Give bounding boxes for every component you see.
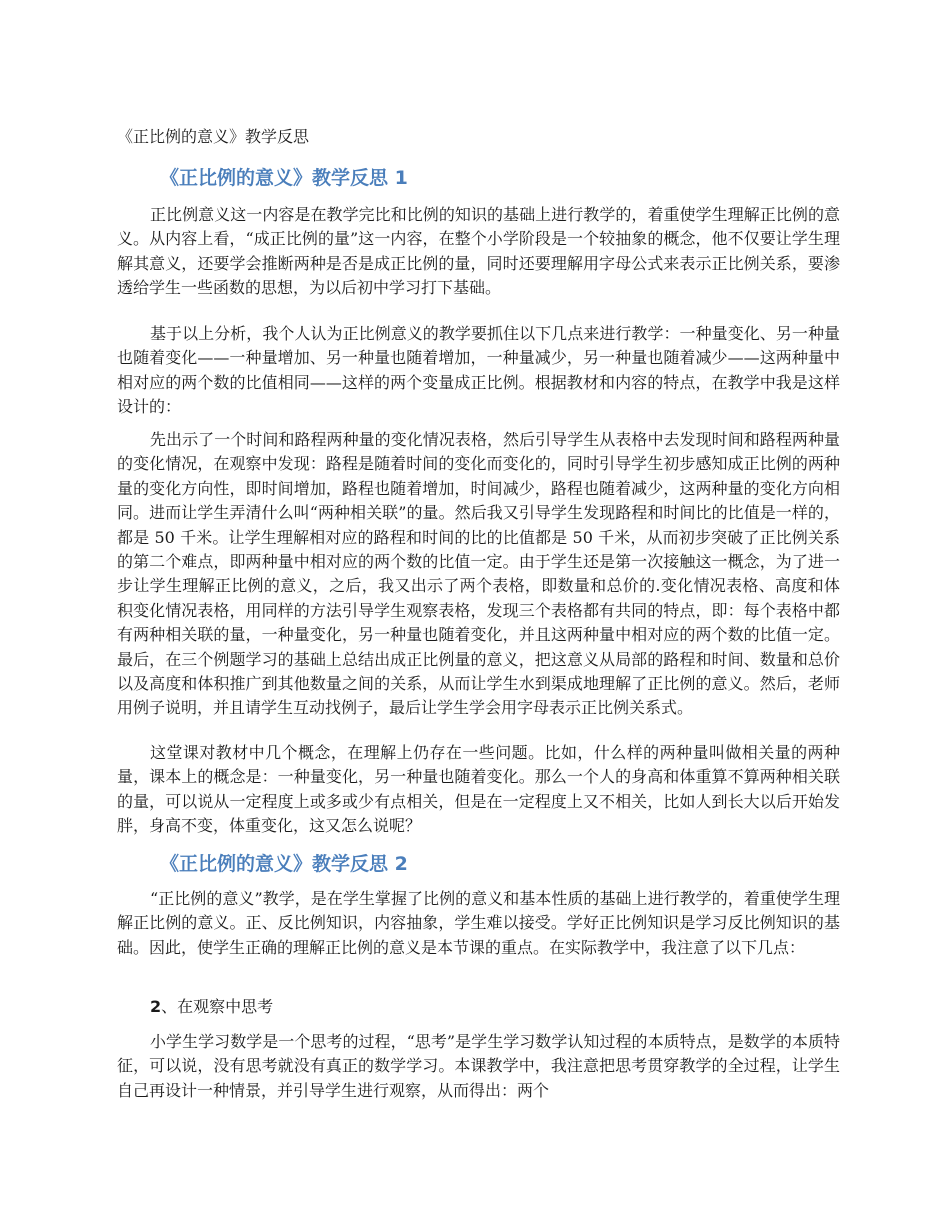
paragraph: 小学生学习数学是一个思考的过程，“思考”是学生学习数学认知过程的本质特点，是数学的本质特征，可以说，没有思考就没有真正的数学学习。本课教学中，我注意把思考贯穿教学的全过程，让学生自己再设计一种情景，并引导学生进行观察，从而得出：两个 <box>117 1032 840 1100</box>
section-heading-2: 《正比例的意义》教学反思 2 <box>160 853 408 875</box>
subheading <box>150 996 273 1018</box>
paragraph: 正比例意义这一内容是在教学完比和比例的知识的基础上进行教学的，着重使学生理解正比例的意义。从内容上看，“成正比例的量”这一内容，在整个小学阶段是一个较抽象的概念，他不仅要让学生理解其意义，还要学会推断两种是否是成正比例的量，同时还要理解用字母公式来表示正比例关系，要渗透给学生一些函数的思想，为以后初中学习打下基础。 <box>117 205 840 298</box>
paragraph: 这堂课对教材中几个概念，在理解上仍存在一些问题。比如，什么样的两种量叫做相关量的两种量，课本上的概念是：一种量变化，另一种量也随着变化。那么一个人的身高和体重算不算两种相关联的量，可以说从一定程度上或多或少有点相关，但是在一定程度上又不相关，比如人到长大以后开始发胖，身高不变，体重变化，这又怎么说呢？ <box>117 743 840 836</box>
paragraph: “正比例的意义”教学，是在学生掌握了比例的意义和基本性质的基础上进行教学的，着重使学生理解正比例的意义。正、反比例知识，内容抽象，学生难以接受。学好正比例知识是学习反比例知识的基础。因此，使学生正确的理解正比例的意义是本节课的重点。在实际教学中，我注意了以下几点： <box>117 889 840 957</box>
document-title: 《正比例的意义》教学反思 <box>117 127 310 146</box>
subheading-number: 2 <box>150 997 162 1016</box>
section-heading-1: 《正比例的意义》教学反思 1 <box>160 167 408 189</box>
paragraph: 基于以上分析，我个人认为正比例意义的教学要抓住以下几点来进行教学：一种量变化、另一种量也随着变化——一种量增加、另一种量也随着增加，一种量减少，另一种量也随着减少——这两种量中相对应的两个数的比值相同——这样的两个变量成正比例。根据教材和内容的特点，在教学中我是这样设计的： <box>117 324 840 417</box>
paragraph: 先出示了一个时间和路程两种量的变化情况表格，然后引导学生从表格中去发现时间和路程两种量的变化情况，在观察中发现：路程是随着时间的变化而变化的，同时引导学生初步感知成正比例的两种量的变化方向性，即时间增加，路程也随着增加，时间减少，路程也随着减少，这两种量的变化方向相同。进而让学生弄清什么叫“两种相关联”的量。然后我又引导学生发现路程和时间比的比值是一样的，都是 50 千米。让学生理解相对应的路程和时间的比的比值都是 50 千米，从而初步突破了正比例关系的第二个难点，即两种量中相对应的两个数的比值一定。由于学生还是第一次接触这一概念，为了进一步让学生理解正比例的意义，之后，我又出示了两个表格，即数量和总价的.变化情况表格、高度和体积变化情况表格，用同样的方法引导学生观察表格，发现三个表格都有共同的特点，即：每个表格中都有两种相关联的量，一种量变化，另一种量也随着变化，并且这两种量中相对应的两个数的比值一定。最后，在三个例题学习的基础上总结出成正比例量的意义，把这意义从局部的路程和时间、数量和总价以及高度和体积推广到其他数量之间的关系，从而让学生水到渠成地理解了正比例的意义。然后，老师用例子说明，并且请学生互动找例子，最后让学生学会用字母表示正比例关系式。 <box>117 430 840 718</box>
subheading-text: 、在观察中思考 <box>161 997 274 1016</box>
